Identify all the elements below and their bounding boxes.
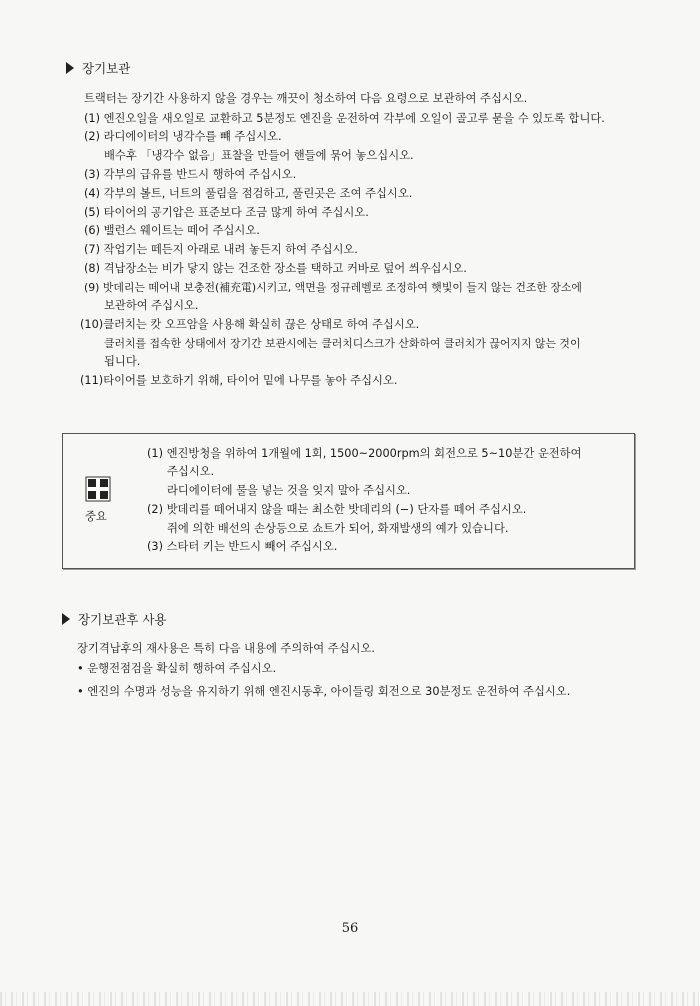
- important-notice-box: [62, 433, 635, 569]
- section-heading-long-term-storage: [66, 59, 130, 77]
- list-item: (2) 라디에이터의 냉각수를 뺴 주십시오.: [84, 130, 282, 143]
- section-title: 장기보관후 사용: [78, 612, 167, 627]
- scan-edge-artifact: [0, 992, 700, 1006]
- triangle-bullet-icon: [62, 613, 70, 625]
- section-title: 장기보관: [82, 61, 131, 76]
- section-heading-after-storage: [62, 610, 167, 628]
- list-item-note: 클러치를 접속한 상태에서 장기간 보관시에는 클러치디스크가 산화하여 클러치가 끊어지지 않는 것이: [104, 337, 581, 350]
- important-label: 중요: [85, 510, 107, 523]
- list-item: (4) 각부의 볼트, 너트의 풀림을 점검하고, 풀린곳은 조여 주십시오.: [84, 187, 413, 200]
- intro-text: 트랙터는 장기간 사용하지 않을 경우는 깨끗이 청소하여 다음 요령으로 보관하여 주십시오.: [84, 92, 528, 105]
- page-number: 56: [341, 921, 359, 936]
- intro-text: 장기격납후의 재사용은 특히 다음 내용에 주의하여 주십시오.: [77, 642, 375, 655]
- list-item: (11)타이어를 보호하기 위해, 타이어 밑에 나무를 놓아 주십시오.: [80, 374, 398, 387]
- important-line: (2) 밧데리를 떼어내지 않을 때는 최소한 밧데리의 (−) 단자를 떼어 주십시오.: [147, 503, 527, 516]
- important-line: 쥐에 의한 배선의 손상등으로 쇼트가 되어, 화재발생의 예가 있습니다.: [167, 522, 509, 535]
- important-line: 라디에이터에 물을 넣는 것을 잊지 말아 주십시오.: [167, 484, 411, 497]
- important-line: 주십시오.: [167, 465, 215, 478]
- list-item: (1) 엔진오일을 새오일로 교환하고 5분정도 엔진을 운전하여 각부에 오일이 골고루 묻을 수 있도록 합니다.: [84, 112, 605, 125]
- list-item: (10)클러치는 캇 오프암을 사용해 확실히 끊은 상태로 하여 주십시오.: [80, 318, 420, 331]
- list-item: (9) 밧데리는 떼어내 보충전(補充電)시키고, 액면을 정규레벨로 조정하여 햇빛이 들지 않는 건조한 장소에: [84, 281, 582, 294]
- bullet-item: • 운행전점검을 확실히 행하여 주십시오.: [77, 662, 277, 675]
- list-item-continued: 보관하여 주십시오.: [104, 299, 199, 312]
- list-item: (8) 격납장소는 비가 닿지 않는 건조한 장소를 택하고 커바로 덮어 씌우십시오.: [84, 262, 467, 275]
- list-item: (7) 작업기는 떼든지 아래로 내려 놓든지 하여 주십시오.: [84, 243, 358, 256]
- list-item: (5) 타이어의 공기압은 표준보다 조금 많게 하여 주십시오.: [84, 206, 369, 219]
- list-item: (3) 각부의 급유를 반드시 행하여 주십시오.: [84, 168, 297, 181]
- list-item-note: 배수후 「냉각수 없음」표찰을 만들어 핸들에 묶어 놓으십시오.: [104, 149, 414, 162]
- triangle-bullet-icon: [66, 62, 74, 74]
- bullet-item: • 엔진의 수명과 성능을 유지하기 위해 엔진시동후, 아이들링 회전으로 30분정도 운전하여 주십시오.: [77, 685, 571, 698]
- important-line: (3) 스타터 키는 반드시 빼어 주십시오.: [147, 540, 338, 553]
- warning-cross-icon: [85, 476, 111, 502]
- list-item: (6) 밸런스 웨이트는 떼어 주십시오.: [84, 224, 260, 237]
- list-item-continued: 됩니다.: [104, 355, 141, 368]
- important-line: (1) 엔진방청을 위하여 1개월에 1회, 1500~2000rpm의 회전으로 5~10분간 운전하여: [147, 447, 582, 460]
